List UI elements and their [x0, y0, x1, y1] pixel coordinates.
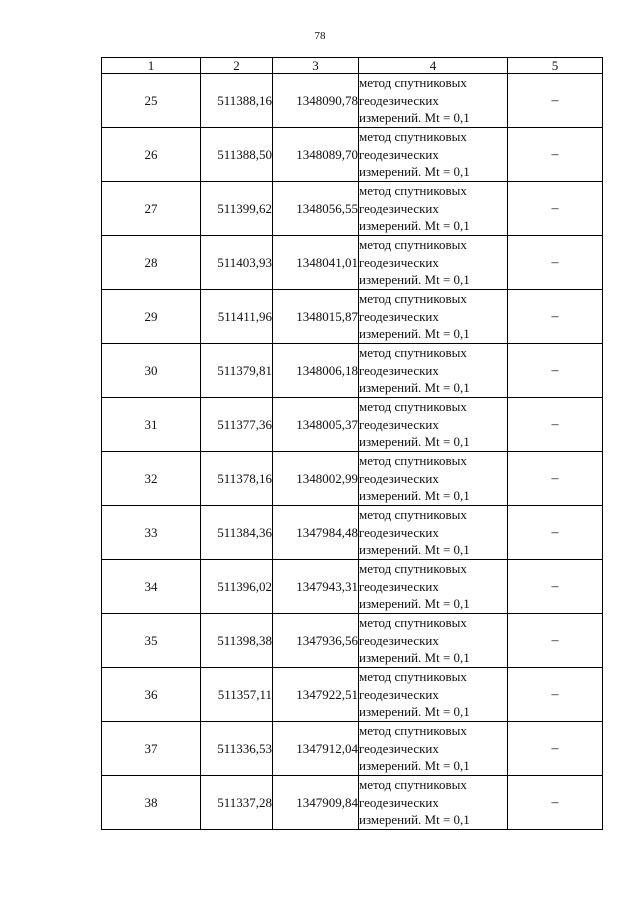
method-line: метод спутниковых [359, 507, 467, 522]
method-line: измерений. Mt = 0,1 [359, 164, 470, 179]
method-line: геодезических [359, 362, 439, 378]
note-cell: – [508, 452, 603, 506]
table-row [102, 560, 603, 614]
method-line: метод спутниковых [359, 129, 467, 144]
method-line: геодезических [359, 92, 439, 108]
method-line: геодезических [359, 416, 439, 432]
method-line: геодезических [359, 470, 439, 486]
table-row [102, 452, 603, 506]
x-coordinate-cell: 511378,16 [201, 452, 273, 506]
column-header-4: 4 [359, 58, 508, 74]
method-line: метод спутниковых [359, 75, 467, 90]
method-line: измерений. Mt = 0,1 [359, 272, 470, 287]
page-number: 78 [314, 30, 326, 42]
method-line: метод спутниковых [359, 399, 467, 414]
table-header-row [102, 58, 603, 74]
method-line: метод спутниковых [359, 669, 467, 684]
column-header-1: 1 [102, 58, 201, 74]
method-line: метод спутниковых [359, 561, 467, 576]
method-line: геодезических [359, 524, 439, 540]
table-row [102, 236, 603, 290]
point-number-cell: 27 [102, 182, 201, 236]
table-row [102, 722, 603, 776]
y-coordinate-cell: 1348005,37 [273, 398, 359, 452]
table-row [102, 74, 603, 128]
point-number-cell: 38 [102, 776, 201, 830]
method-line: измерений. Mt = 0,1 [359, 326, 470, 341]
table-body [102, 74, 603, 830]
method-cell [359, 722, 508, 776]
method-line: геодезических [359, 632, 439, 648]
point-number-cell: 26 [102, 128, 201, 182]
x-coordinate-cell: 511388,16 [201, 74, 273, 128]
method-cell [359, 236, 508, 290]
method-cell [359, 290, 508, 344]
method-line: метод спутниковых [359, 345, 467, 360]
method-line: измерений. Mt = 0,1 [359, 110, 470, 125]
x-coordinate-cell: 511377,36 [201, 398, 273, 452]
note-cell: – [508, 614, 603, 668]
note-cell: – [508, 290, 603, 344]
point-number-cell: 30 [102, 344, 201, 398]
method-line: метод спутниковых [359, 291, 467, 306]
table-row [102, 506, 603, 560]
table-row [102, 128, 603, 182]
method-line: геодезических [359, 578, 439, 594]
method-cell [359, 560, 508, 614]
note-cell: – [508, 344, 603, 398]
x-coordinate-cell: 511336,53 [201, 722, 273, 776]
method-line: геодезических [359, 740, 439, 756]
point-number-cell: 37 [102, 722, 201, 776]
x-coordinate-cell: 511384,36 [201, 506, 273, 560]
x-coordinate-cell: 511379,81 [201, 344, 273, 398]
x-coordinate-cell: 511337,28 [201, 776, 273, 830]
x-coordinate-cell: 511411,96 [201, 290, 273, 344]
note-cell: – [508, 560, 603, 614]
point-number-cell: 33 [102, 506, 201, 560]
note-cell: – [508, 776, 603, 830]
x-coordinate-cell: 511399,62 [201, 182, 273, 236]
method-line: геодезических [359, 254, 439, 270]
y-coordinate-cell: 1347984,48 [273, 506, 359, 560]
note-cell: – [508, 128, 603, 182]
method-cell [359, 128, 508, 182]
y-coordinate-cell: 1347909,84 [273, 776, 359, 830]
table-row [102, 398, 603, 452]
method-line: метод спутниковых [359, 183, 467, 198]
y-coordinate-cell: 1348002,99 [273, 452, 359, 506]
method-line: измерений. Mt = 0,1 [359, 380, 470, 395]
point-number-cell: 25 [102, 74, 201, 128]
method-cell [359, 506, 508, 560]
method-cell [359, 776, 508, 830]
method-cell [359, 452, 508, 506]
note-cell: – [508, 236, 603, 290]
note-cell: – [508, 182, 603, 236]
table-row [102, 344, 603, 398]
table-row [102, 668, 603, 722]
method-line: метод спутниковых [359, 237, 467, 252]
method-line: метод спутниковых [359, 777, 467, 792]
coordinates-table [101, 57, 603, 830]
method-line: геодезических [359, 308, 439, 324]
column-header-3: 3 [273, 58, 359, 74]
method-line: измерений. Mt = 0,1 [359, 434, 470, 449]
method-line: метод спутниковых [359, 723, 467, 738]
point-number-cell: 35 [102, 614, 201, 668]
x-coordinate-cell: 511398,38 [201, 614, 273, 668]
x-coordinate-cell: 511357,11 [201, 668, 273, 722]
method-line: геодезических [359, 686, 439, 702]
y-coordinate-cell: 1348041,01 [273, 236, 359, 290]
method-cell [359, 344, 508, 398]
y-coordinate-cell: 1348015,87 [273, 290, 359, 344]
method-cell [359, 668, 508, 722]
y-coordinate-cell: 1348056,55 [273, 182, 359, 236]
method-line: геодезических [359, 200, 439, 216]
method-cell [359, 614, 508, 668]
method-line: измерений. Mt = 0,1 [359, 758, 470, 773]
note-cell: – [508, 668, 603, 722]
y-coordinate-cell: 1347936,56 [273, 614, 359, 668]
x-coordinate-cell: 511403,93 [201, 236, 273, 290]
y-coordinate-cell: 1347922,51 [273, 668, 359, 722]
point-number-cell: 34 [102, 560, 201, 614]
method-line: измерений. Mt = 0,1 [359, 218, 470, 233]
note-cell: – [508, 74, 603, 128]
note-cell: – [508, 506, 603, 560]
x-coordinate-cell: 511396,02 [201, 560, 273, 614]
table-row [102, 614, 603, 668]
y-coordinate-cell: 1348089,70 [273, 128, 359, 182]
method-cell [359, 182, 508, 236]
point-number-cell: 32 [102, 452, 201, 506]
method-cell [359, 74, 508, 128]
table-row [102, 290, 603, 344]
method-line: измерений. Mt = 0,1 [359, 542, 470, 557]
column-header-2: 2 [201, 58, 273, 74]
note-cell: – [508, 722, 603, 776]
column-header-5: 5 [508, 58, 603, 74]
point-number-cell: 28 [102, 236, 201, 290]
method-line: измерений. Mt = 0,1 [359, 704, 470, 719]
y-coordinate-cell: 1348090,78 [273, 74, 359, 128]
method-line: измерений. Mt = 0,1 [359, 812, 470, 827]
method-line: измерений. Mt = 0,1 [359, 596, 470, 611]
method-line: геодезических [359, 146, 439, 162]
x-coordinate-cell: 511388,50 [201, 128, 273, 182]
method-line: метод спутниковых [359, 615, 467, 630]
table-row [102, 776, 603, 830]
note-cell: – [508, 398, 603, 452]
y-coordinate-cell: 1347912,04 [273, 722, 359, 776]
method-cell [359, 398, 508, 452]
point-number-cell: 36 [102, 668, 201, 722]
point-number-cell: 29 [102, 290, 201, 344]
method-line: измерений. Mt = 0,1 [359, 488, 470, 503]
table-row [102, 182, 603, 236]
method-line: измерений. Mt = 0,1 [359, 650, 470, 665]
y-coordinate-cell: 1348006,18 [273, 344, 359, 398]
method-line: метод спутниковых [359, 453, 467, 468]
y-coordinate-cell: 1347943,31 [273, 560, 359, 614]
point-number-cell: 31 [102, 398, 201, 452]
method-line: геодезических [359, 794, 439, 810]
